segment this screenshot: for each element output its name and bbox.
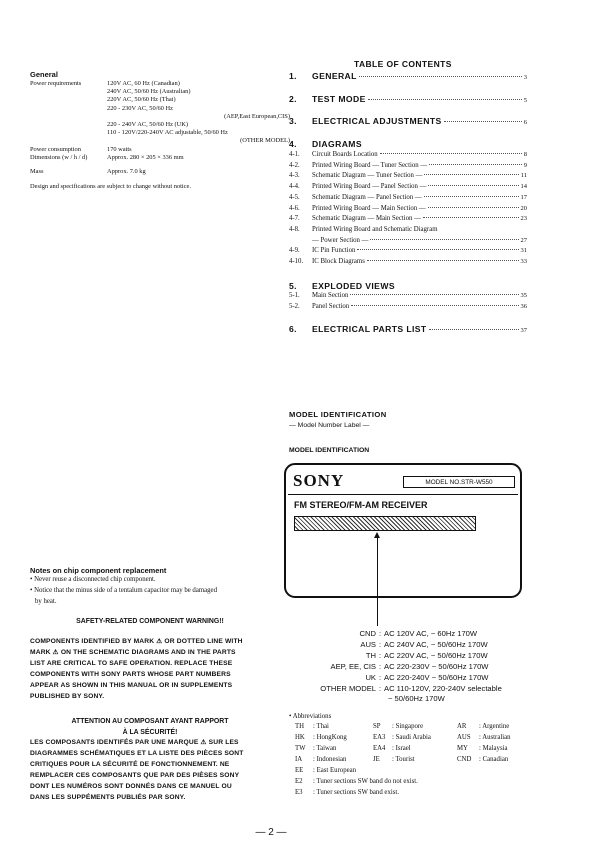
rating-value: ~ 50/60Hz 170W bbox=[388, 694, 445, 703]
rating-value: AC 220-240V ~ 50/60Hz 170W bbox=[384, 673, 489, 682]
toc-page: 35 bbox=[520, 292, 527, 299]
dimensions-label: Dimensions (w / h / d) bbox=[30, 153, 88, 161]
toc-section[interactable] bbox=[289, 324, 527, 334]
toc-page: 20 bbox=[520, 204, 527, 212]
toc-page: 36 bbox=[520, 303, 527, 310]
safety-text: COMPONENTS IDENTIFIED BY MARK ⚠ OR DOTTED LINE WITH MARK ⚠ ON THE SCHEMATIC DIAGRAMS AND IN THE PARTS LIST ARE CRITICAL TO SAFE OPERATION. REPLACE THESE COMPONENTS WITH SONY PARTS WHOSE PART NUMBERS APPEAR AS SHOWN IN THIS MANUAL OR IN SUPPLEMENTS PUBLISHED BY SONY. bbox=[30, 638, 243, 700]
rating-value: AC 220-230V ~ 50/60Hz 170W bbox=[384, 662, 489, 671]
specs-heading: General bbox=[30, 70, 58, 79]
toc-title: TABLE OF CONTENTS bbox=[354, 59, 452, 69]
toc-item-text: Schematic Diagram — Panel Section — bbox=[312, 193, 422, 201]
toc-item[interactable] bbox=[289, 292, 527, 299]
toc-num: 5-1. bbox=[289, 292, 300, 299]
pointer-line bbox=[377, 534, 378, 626]
rating-key: AEP, EE, CIS bbox=[330, 662, 376, 671]
toc-title-text: DIAGRAMS bbox=[312, 139, 362, 149]
power-line: (AEP,East European,CIS) bbox=[224, 112, 290, 120]
rating-area bbox=[294, 516, 476, 531]
abbr-item: JE : Tourist bbox=[373, 756, 415, 763]
toc-item[interactable] bbox=[289, 247, 527, 254]
toc-num: 2. bbox=[289, 94, 297, 104]
abbr-item: SP : Singapore bbox=[373, 723, 424, 730]
rating-value: AC 220V AC, ~ 50/60Hz 170W bbox=[384, 651, 488, 660]
toc-item[interactable] bbox=[289, 172, 527, 179]
toc-num: 5-2. bbox=[289, 303, 300, 310]
abbr-item: HK : HongKong bbox=[295, 734, 347, 741]
toc-item-text: Panel Section bbox=[312, 303, 350, 310]
toc-title-text: GENERAL bbox=[312, 71, 357, 81]
toc-item[interactable] bbox=[289, 183, 527, 190]
toc-page: 33 bbox=[520, 258, 527, 265]
toc-section[interactable] bbox=[289, 94, 527, 104]
toc-num: 6. bbox=[289, 324, 297, 334]
toc-num: 4-2. bbox=[289, 161, 300, 169]
toc-page: 11 bbox=[520, 172, 527, 180]
toc-page: 14 bbox=[520, 183, 527, 191]
attention-heading: ATTENTION AU COMPOSANT AYANT RAPPORT À LA SÉCURITÉ! bbox=[71, 718, 229, 736]
rating-row bbox=[289, 694, 528, 704]
rating-row: AUS : AC 240V AC, ~ 50/60Hz 170W bbox=[289, 640, 524, 650]
toc-page: 27 bbox=[520, 236, 527, 244]
toc-item[interactable] bbox=[289, 205, 527, 212]
abbr-item: EA4 : Israel bbox=[373, 745, 411, 752]
toc-item[interactable] bbox=[289, 226, 527, 233]
toc-title-text: EXPLODED VIEWS bbox=[312, 281, 395, 291]
toc-page: 8 bbox=[523, 151, 527, 158]
toc-title-text: ELECTRICAL ADJUSTMENTS bbox=[312, 116, 442, 126]
toc-num: 4-1. bbox=[289, 151, 300, 158]
toc-section[interactable] bbox=[289, 281, 527, 291]
attention-text: LES COMPOSANTS IDENTIFÉS PAR UNE MARQUE ⚠ SUR LES DIAGRAMMES SCHÉMATIQUES ET LA LISTE DES PIÈCES SONT CRITIQUES POUR LA SÉCURITÉ DE FONCTIONNEMENT. NE REMPLACER CES COMPOSANTS QUE PAR DES PIÈSES SONY DONT LES NUMÉROS SONT DONNÉS DANS CE MANUEL OU DANS LES SUPPÉMENTS PUBLIÉS PAR SONY. bbox=[30, 739, 244, 801]
power-line: 220 - 230V AC, 50/60 Hz bbox=[107, 104, 173, 112]
abbr-item: AUS : Australian bbox=[457, 734, 511, 741]
toc-item[interactable] bbox=[289, 151, 527, 158]
toc-page: 5 bbox=[523, 97, 527, 104]
consumption-label: Power consumption bbox=[30, 145, 81, 153]
toc-page: 23 bbox=[520, 215, 527, 223]
rating-row: TH : AC 220V AC, ~ 50/60Hz 170W bbox=[289, 651, 524, 661]
toc-num: 4-8. bbox=[289, 225, 300, 233]
abbr-item: EA3 : Saudi Arabia bbox=[373, 734, 431, 741]
toc-page: 9 bbox=[523, 161, 527, 169]
label-heading: MODEL IDENTIFICATION bbox=[289, 447, 370, 454]
safety-heading: SAFETY-RELATED COMPONENT WARNING!! bbox=[76, 618, 224, 625]
toc-title-text: TEST MODE bbox=[312, 94, 366, 104]
toc-item-text: Main Section bbox=[312, 292, 349, 299]
toc-item-text: Printed Wiring Board — Tuner Section — bbox=[312, 161, 428, 169]
toc-page: 17 bbox=[520, 193, 527, 201]
model-id-subheading: — Model Number Label — bbox=[289, 422, 370, 429]
toc-item-text: Printed Wiring Board — Panel Section — bbox=[312, 183, 427, 191]
abbreviations-heading: • Abbreviations bbox=[289, 713, 332, 720]
note-item: by heat. bbox=[35, 598, 57, 605]
rating-key: OTHER MODEL bbox=[320, 684, 376, 693]
model-id-heading: MODEL IDENTIFICATION bbox=[289, 410, 387, 419]
rating-key: CND bbox=[359, 629, 376, 638]
rating-key: UK bbox=[365, 673, 376, 682]
toc-page: 31 bbox=[520, 247, 527, 255]
rating-row: OTHER MODEL : AC 110-120V, 220-240V selectable bbox=[289, 684, 544, 694]
page-number: — 2 — bbox=[255, 827, 287, 838]
toc-item[interactable] bbox=[289, 162, 527, 169]
rating-row: CND : AC 120V AC, ~ 60Hz 170W bbox=[289, 629, 524, 639]
abbr-item: E3 : Tuner sections SW band exist. bbox=[295, 789, 399, 796]
toc-num: 3. bbox=[289, 116, 297, 126]
toc-section[interactable] bbox=[289, 71, 527, 81]
rating-row: AEP, EE, CIS : AC 220-230V ~ 50/60Hz 170W bbox=[289, 662, 524, 672]
power-line: 110 - 120V/220-240V AC adjustable, 50/60 Hz bbox=[107, 129, 228, 137]
toc-item-text: Schematic Diagram — Tuner Section — bbox=[312, 172, 423, 180]
product-name: FM STEREO/FM-AM RECEIVER bbox=[294, 500, 428, 510]
specs-note: Design and specifications are subject to change without notice. bbox=[30, 183, 191, 191]
note-item: • Never reuse a disconnected chip component. bbox=[30, 576, 156, 583]
toc-item[interactable] bbox=[289, 194, 527, 201]
toc-page: 37 bbox=[520, 327, 527, 334]
abbr-item: TW : Taiwan bbox=[295, 745, 337, 752]
abbr-item: IA : Indonesian bbox=[295, 756, 347, 763]
consumption-value: 170 watts bbox=[107, 145, 132, 153]
power-line: 220 - 240V AC, 50/60 Hz (UK) bbox=[107, 121, 189, 129]
toc-num: 4-6. bbox=[289, 204, 300, 212]
power-label: Power requirements bbox=[30, 80, 82, 87]
specs-table bbox=[30, 80, 290, 191]
abbr-item: CND : Canadian bbox=[457, 756, 509, 763]
toc-item-text: IC Block Diagrams bbox=[312, 258, 365, 265]
notes-heading: Notes on chip component replacement bbox=[30, 566, 167, 575]
power-line: (OTHER MODEL) bbox=[240, 137, 290, 145]
toc-page: 3 bbox=[523, 74, 527, 81]
toc-item[interactable] bbox=[289, 237, 527, 244]
note-item: • Notice that the minus side of a tentalum capacitor may be damaged bbox=[30, 587, 217, 594]
toc-num: 4-7. bbox=[289, 215, 300, 223]
power-line: 120V AC, 60 Hz (Canadian) bbox=[107, 80, 180, 87]
toc-item-text: Printed Wiring Board and Schematic Diagram bbox=[312, 225, 438, 233]
rating-value: AC 240V AC, ~ 50/60Hz 170W bbox=[384, 640, 488, 649]
label-divider bbox=[288, 494, 518, 495]
toc-num: 4. bbox=[289, 139, 297, 149]
brand-logo: SONY bbox=[293, 471, 345, 490]
toc-num: 4-5. bbox=[289, 193, 300, 201]
rating-row: UK : AC 220-240V ~ 50/60Hz 170W bbox=[289, 673, 524, 683]
toc-item-text: IC Pin Function bbox=[312, 247, 356, 255]
toc-item-text: Schematic Diagram — Main Section — bbox=[312, 215, 421, 223]
toc-item-text: Circuit Boards Location bbox=[312, 151, 378, 158]
rating-key: TH bbox=[365, 651, 376, 660]
abbr-item: EE : East European bbox=[295, 767, 357, 774]
model-number: MODEL NO.STR-W550 bbox=[403, 476, 515, 488]
abbr-item: E2 : Tuner sections SW band do not exist. bbox=[295, 778, 418, 785]
power-line: 240V AC, 50/60 Hz (Australian) bbox=[107, 88, 191, 96]
rating-value: AC 120V AC, ~ 60Hz 170W bbox=[384, 629, 478, 638]
mass-label: Mass bbox=[30, 168, 44, 176]
abbr-item: TH : Thai bbox=[295, 723, 329, 730]
toc-section[interactable] bbox=[289, 116, 527, 126]
toc-num: 5. bbox=[289, 281, 297, 291]
toc-num: 4-10. bbox=[289, 258, 304, 265]
toc-item-text: — Power Section — bbox=[312, 236, 369, 244]
toc-num: 1. bbox=[289, 71, 297, 81]
toc-item-text: Printed Wiring Board — Main Section — bbox=[312, 204, 426, 212]
toc-page: 6 bbox=[523, 119, 527, 126]
abbr-item: MY : Malaysia bbox=[457, 745, 508, 752]
toc-num: 4-4. bbox=[289, 183, 300, 191]
power-line: 220V AC, 50/60 Hz (Thai) bbox=[107, 96, 176, 104]
toc-item[interactable] bbox=[289, 258, 527, 265]
toc-section[interactable] bbox=[289, 139, 527, 149]
mass-value: Approx. 7.0 kg bbox=[107, 168, 146, 176]
toc-item[interactable] bbox=[289, 215, 527, 222]
dimensions-value: Approx. 280 × 205 × 336 mm bbox=[107, 153, 184, 161]
abbr-item: AR : Argentine bbox=[457, 723, 510, 730]
rating-key: AUS bbox=[360, 640, 376, 649]
toc-title-text: ELECTRICAL PARTS LIST bbox=[312, 324, 427, 334]
toc-num: 4-9. bbox=[289, 247, 300, 255]
toc-item[interactable] bbox=[289, 303, 527, 310]
toc-num: 4-3. bbox=[289, 172, 300, 180]
rating-value: AC 110-120V, 220-240V selectable bbox=[384, 684, 502, 693]
